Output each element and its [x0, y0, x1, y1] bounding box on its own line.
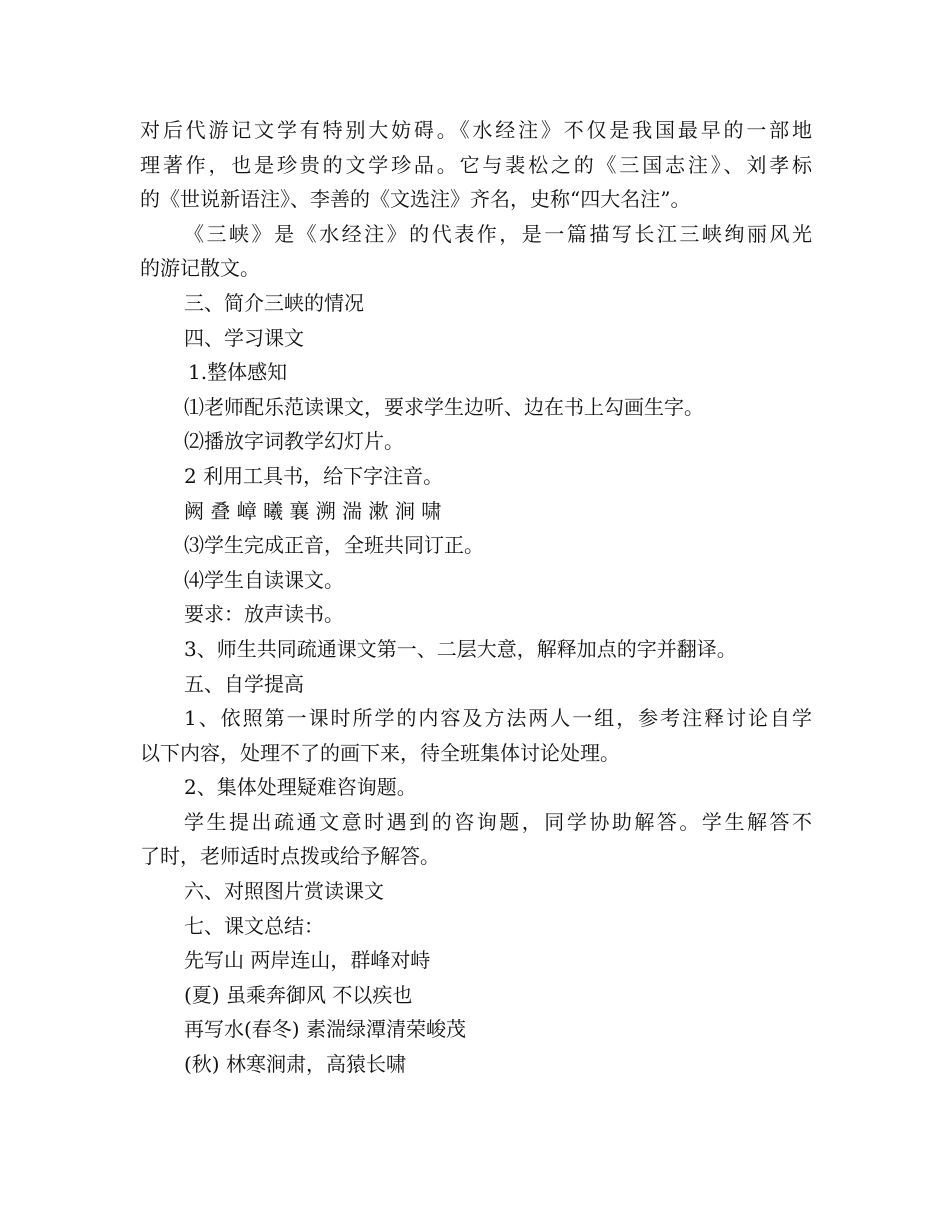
paragraph-line: 《三峡》是《水经注》的代表作，是一篇描写长江三峡绚丽风光: [184, 221, 812, 246]
list-item: 2 利用工具书，给下字注音。: [184, 463, 444, 488]
section-heading: 七、课文总结：: [184, 913, 324, 938]
summary-line: (秋) 林寒涧肃，高猿长啸: [184, 1052, 406, 1077]
paragraph-line: 学生提出疏通文意时遇到的咨询题，同学协助解答。学生解答不: [184, 809, 812, 834]
paragraph-line: 对后代游记文学有特别大妨碍。《水经注》不仅是我国最早的一部地: [140, 118, 812, 142]
list-item: 2、集体处理疑难咨询题。: [184, 775, 417, 800]
paragraph-line: 要求：放声读书。: [184, 602, 344, 627]
paragraph-line: 了时，老师适时点拨或给予解答。: [140, 844, 440, 869]
character-list: 阙 叠 嶂 曦 襄 溯 湍 漱 涧 啸: [184, 498, 442, 523]
list-item: ⑵播放字词教学幻灯片。: [184, 429, 404, 454]
document-body: [140, 113, 812, 1082]
summary-line: 再写水(春冬) 素湍绿潭清荣峻茂: [184, 1017, 466, 1042]
paragraph-line: 的游记散文。: [140, 256, 260, 281]
section-heading: 六、对照图片赏读课文: [184, 879, 384, 904]
list-item: ⑴老师配乐范读课文，要求学生边听、边在书上勾画生字。: [184, 394, 704, 419]
paragraph-line: 1、依照第一课时所学的内容及方法两人一组，参考注释讨论自学: [184, 706, 812, 731]
paragraph-line: 的《世说新语注》、李善的《文选注》齐名，史称“四大名注”。: [140, 187, 691, 212]
section-heading: 三、简介三峡的情况: [184, 290, 364, 315]
paragraph-line: 以下内容，处理不了的画下来，待全班集体讨论处理。: [140, 740, 620, 765]
list-item: 3、师生共同疏通课文第一、二层大意，解释加点的字并翻译。: [184, 636, 737, 661]
summary-line: 先写山 两岸连山，群峰对峙: [184, 948, 431, 973]
summary-line: (夏) 虽乘奔御风 不以疾也: [184, 982, 413, 1007]
paragraph-line: 理著作，也是珍贵的文学珍品。它与裴松之的《三国志注》、刘孝标: [140, 152, 812, 177]
list-item: ⑶学生完成正音，全班共同订正。: [184, 533, 484, 558]
subsection-heading: 1.整体感知: [188, 360, 288, 385]
section-heading: 五、自学提高: [184, 671, 304, 696]
list-item: ⑷学生自读课文。: [184, 567, 344, 592]
section-heading: 四、学习课文: [184, 325, 304, 350]
